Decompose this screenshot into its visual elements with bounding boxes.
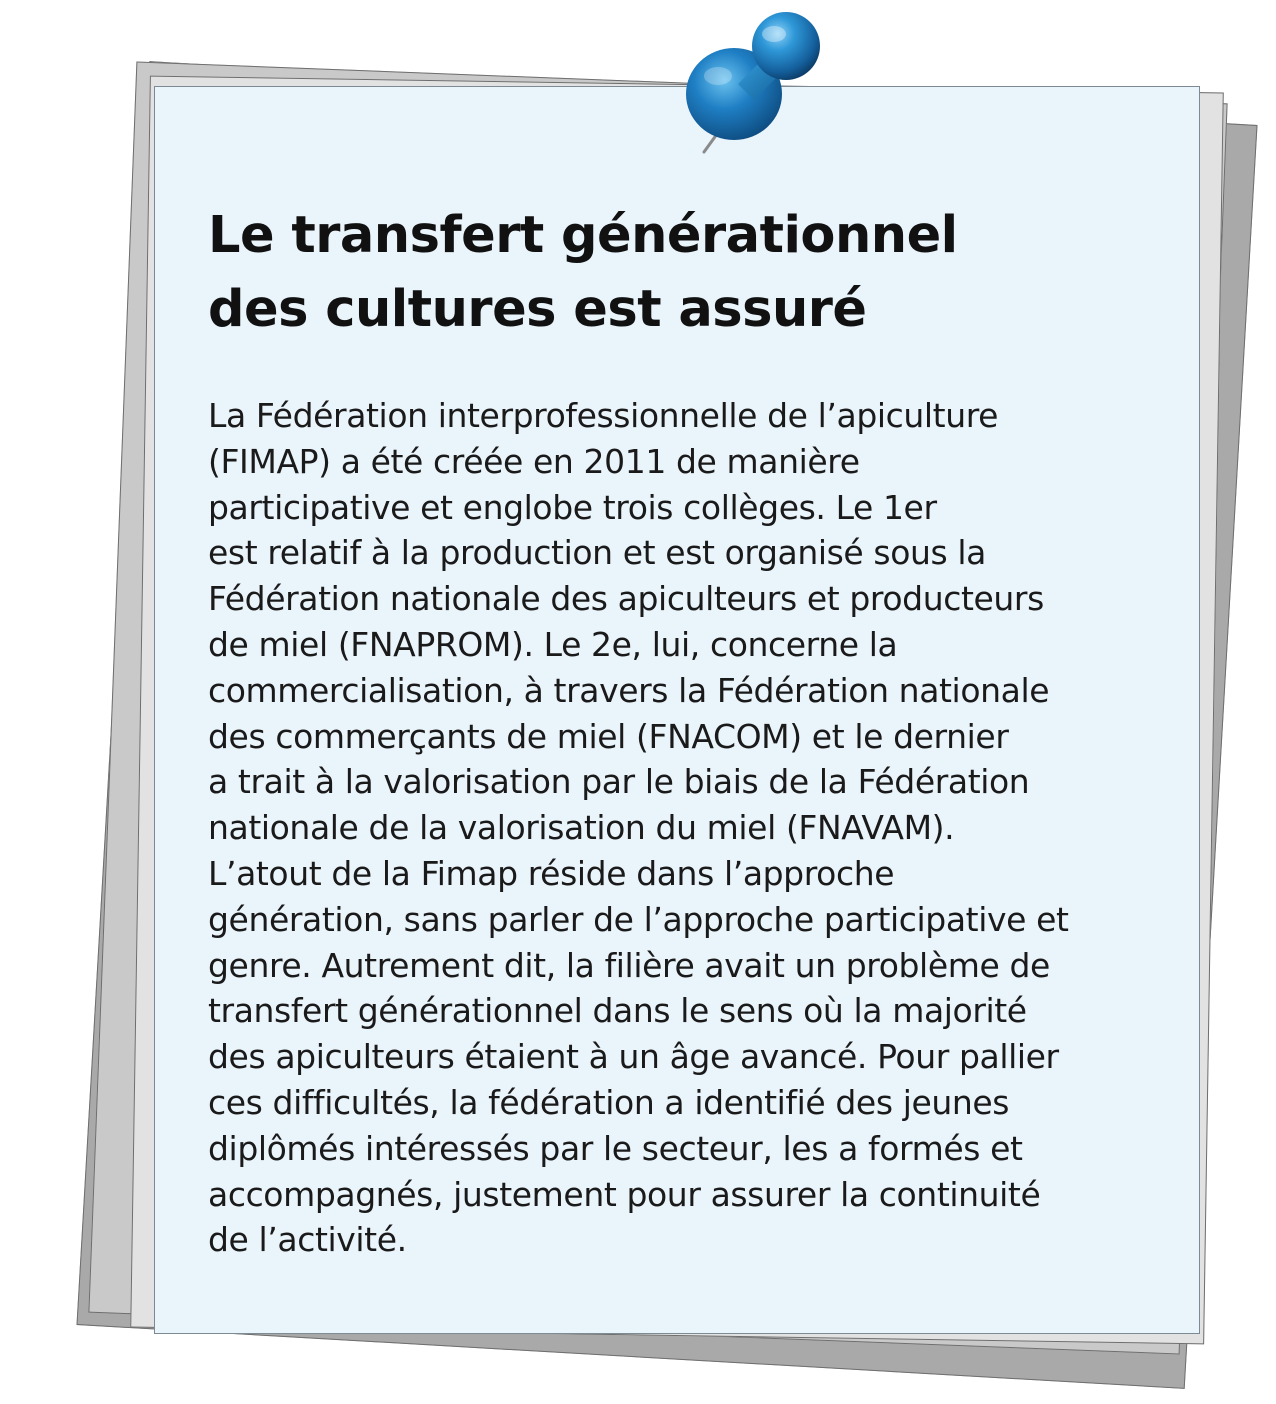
note-body-line: diplômés intéressés par le secteur, les a formés et	[208, 1128, 1023, 1168]
note-body-line: des apiculteurs étaient à un âge avancé. Pour pallier	[208, 1037, 1059, 1077]
note-body-line: de miel (FNAPROM). Le 2e, lui, concerne la	[208, 624, 898, 664]
note-body-line: de l’activité.	[208, 1220, 407, 1260]
note-body-line: a trait à la valorisation par le biais de la Fédération	[208, 762, 1030, 802]
note-body-line: participative et englobe trois collèges. Le 1er	[208, 487, 937, 527]
note-body-line: (FIMAP) a été créée en 2011 de manière	[208, 441, 860, 481]
note-body-line: La Fédération interprofessionnelle de l’apiculture	[208, 396, 999, 435]
note-body-line: est relatif à la production et est organisé sous la	[208, 533, 986, 573]
note-body-line: commercialisation, à travers la Fédération nationale	[208, 670, 1050, 710]
note-body-line: transfert générationnel dans le sens où la majorité	[208, 991, 1027, 1031]
note-title-line: des cultures est assuré	[208, 280, 867, 339]
note-body	[208, 393, 1193, 1263]
pushpin-icon	[678, 6, 828, 156]
note-body-line: ces difficultés, la fédération a identifié des jeunes	[208, 1082, 1010, 1122]
note-body-line: nationale de la valorisation du miel (FNAVAM).	[208, 808, 955, 848]
note-title	[208, 199, 1148, 347]
note-body-line: génération, sans parler de l’approche participative et	[208, 899, 1069, 939]
note-body-line: genre. Autrement dit, la filière avait un problème de	[208, 945, 1050, 985]
note-body-line: Fédération nationale des apiculteurs et producteurs	[208, 579, 1044, 619]
note-body-line: des commerçants de miel (FNACOM) et le dernier	[208, 716, 1009, 756]
note-title-line: Le transfert générationnel	[208, 206, 958, 265]
note-card	[154, 86, 1200, 1334]
note-body-line: L’atout de la Fimap réside dans l’approche	[208, 853, 895, 893]
note-body-line: accompagnés, justement pour assurer la continuité	[208, 1174, 1041, 1214]
